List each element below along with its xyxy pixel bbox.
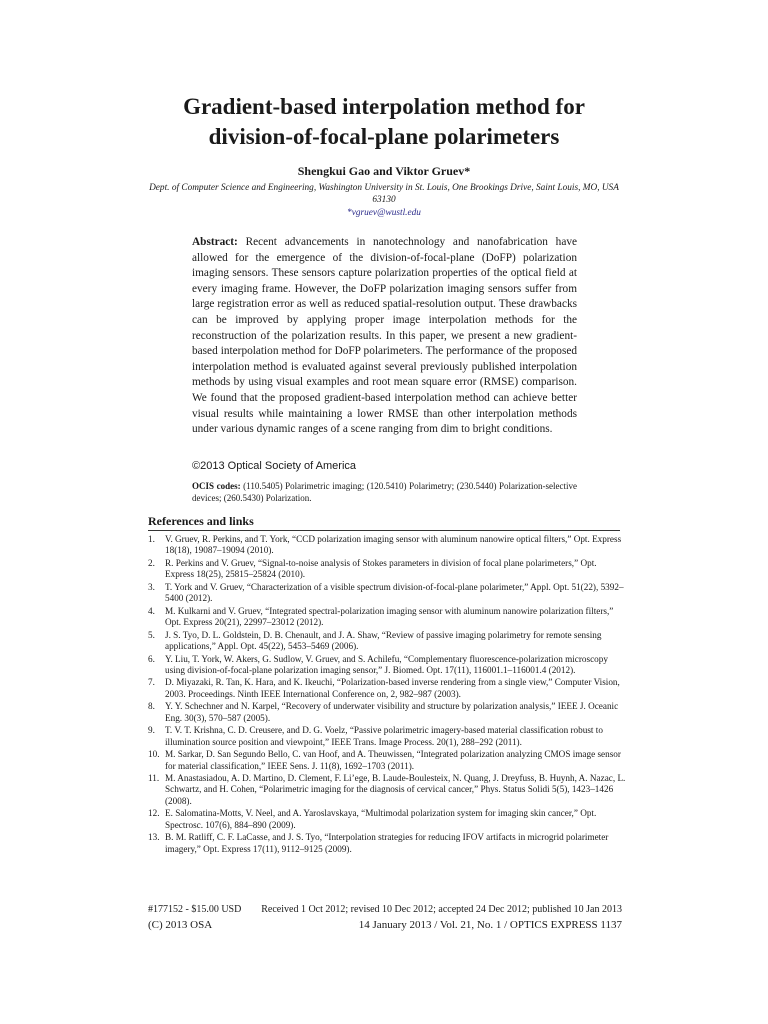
reference-number: 5.	[148, 629, 155, 640]
reference-item	[148, 749, 626, 772]
reference-text: Y. Liu, T. York, W. Akers, G. Sudlow, V. Gruev, and S. Achilefu, “Complementary fluorescence-polarization microscopy using division-of-focal-plane polarization imaging sensor,” J. Biomed. Opt. 17(11), 116001.1–116001.4 (2012).	[165, 653, 608, 675]
journal-citation: 14 January 2013 / Vol. 21, No. 1 / OPTICS EXPRESS 1137	[358, 919, 622, 931]
copyright: ©2013 Optical Society of America	[192, 460, 357, 472]
reference-number: 4.	[148, 605, 155, 616]
reference-number: 13.	[148, 832, 160, 843]
reference-item	[148, 832, 626, 855]
reference-text: T. York and V. Gruev, “Characterization of a visible spectrum division-of-focal-plane polarimeter,” Appl. Opt. 51(22), 5392–5400 (2012).	[165, 581, 624, 604]
reference-number: 6.	[148, 653, 155, 664]
reference-item	[148, 606, 626, 629]
title-line-1: Gradient-based interpolation method for	[183, 94, 585, 119]
ocis-label: OCIS codes:	[192, 481, 241, 491]
reference-number: 3.	[148, 581, 155, 592]
reference-item	[148, 582, 626, 605]
reference-item	[148, 534, 626, 557]
references-heading: References and links	[148, 514, 254, 528]
title-line-2: division-of-focal-plane polarimeters	[208, 124, 560, 149]
references-divider	[148, 530, 620, 531]
references-list	[148, 534, 626, 856]
reference-number: 11.	[148, 773, 160, 784]
reference-number: 2.	[148, 557, 155, 568]
reference-text: M. Anastasiadou, A. D. Martino, D. Clement, F. Li’ege, B. Laude-Boulesteix, N. Quang, J. Dreyfuss, B. Huynh, A. Nazac, L. Schwartz, and H. Cohen, “Polarimetric imaging for the diagnosis of cervical cancer,” Phys. Status Solidi 5(5), 1423–1426 (2008).	[165, 773, 626, 806]
reference-text: B. M. Ratliff, C. F. LaCasse, and J. S. Tyo, “Interpolation strategies for reducing IFOV artifacts in microgrid polarimeter imagery,” Opt. Express 17(11), 9112–9125 (2009).	[165, 832, 609, 854]
reference-text: D. Miyazaki, R. Tan, K. Hara, and K. Ikeuchi, “Polarization-based inverse rendering from a single view,” Computer Vision, 2003. Proceedings. Ninth IEEE International Conference on, 2, 982–987 (2003).	[165, 677, 620, 699]
reference-number: 1.	[148, 534, 155, 544]
footer-copyright: (C) 2013 OSA	[148, 919, 213, 931]
reference-number: 12.	[148, 808, 160, 819]
reference-item	[148, 725, 626, 748]
abstract-label: Abstract:	[192, 236, 238, 248]
article-id: #177152 - $15.00 USD	[148, 904, 242, 915]
reference-text: T. V. T. Krishna, C. D. Creusere, and D. G. Voelz, “Passive polarimetric imagery-based material classification robust to illumination source position and viewpoint,” IEEE Trans. Image Process. 20(1), 288–292 (2011).	[165, 725, 603, 747]
abstract-text: Recent advancements in nanotechnology and nanofabrication have allowed for the emergence of the division-of-focal-plane (DoFP) polarization imaging sensors. These sensors capture polarization properties of the optical field at every imaging frame. However, the DoFP polarization imaging sensors suffer from large registration error as well as reduced spatial-resolution output. These drawbacks can be improved by applying proper image interpolation methods for the reconstruction of the polarization results. In this paper, we present a new gradient-based interpolation method for DoFP polarimeters. The performance of the proposed interpolation method is evaluated against several previously published interpolation methods by using visual examples and root mean square error (RMSE) comparison. We found that the proposed gradient-based interpolation method can achieve better visual results while maintaining a lower RMSE than other interpolation methods under various dynamic ranges of a scene ranging from dim to bright conditions.	[192, 236, 577, 436]
reference-text: V. Gruev, R. Perkins, and T. York, “CCD polarization imaging sensor with aluminum nanowire optical filters,” Opt. Express 18(18), 19087–19094 (2010).	[165, 534, 622, 556]
reference-number: 10.	[148, 749, 160, 760]
reference-item	[148, 630, 626, 653]
abstract	[192, 235, 577, 438]
ocis-text: (110.5405) Polarimetric imaging; (120.5410) Polarimetry; (230.5440) Polarization-selective devices; (260.5430) Polarization.	[192, 481, 577, 503]
reference-text: J. S. Tyo, D. L. Goldstein, D. B. Chenault, and J. A. Shaw, “Review of passive imaging polarimetry for remote sensing applications,” Appl. Opt. 45(22), 5453–5469 (2006).	[165, 629, 602, 652]
reference-text: R. Perkins and V. Gruev, “Signal-to-noise analysis of Stokes parameters in division of focal plane polarimeters,” Opt. Express 18(25), 25815–25824 (2010).	[165, 557, 597, 580]
reference-item	[148, 558, 626, 581]
ocis-codes	[192, 480, 577, 504]
reference-text: M. Kulkarni and V. Gruev, “Integrated spectral-polarization imaging sensor with aluminum nanowire polarization filters,” Opt. Express 20(21), 22997–23012 (2012).	[165, 605, 614, 628]
reference-item	[148, 654, 626, 677]
reference-text: M. Sarkar, D. San Segundo Bello, C. van Hoof, and A. Theuwissen, “Integrated polarization analyzing CMOS image sensor for material classification,” IEEE Sens. J. 11(8), 1692–1703 (2011).	[165, 749, 621, 771]
reference-number: 9.	[148, 725, 155, 736]
reference-number: 8.	[148, 701, 155, 712]
authors: Shengkui Gao and Viktor Gruev*	[297, 164, 471, 178]
reference-text: Y. Y. Schechner and N. Karpel, “Recovery of underwater visibility and structure by polarization analysis,” IEEE J. Oceanic Eng. 30(3), 570–587 (2005).	[165, 701, 619, 723]
reference-item	[148, 677, 626, 700]
reference-item	[148, 773, 626, 807]
reference-number: 7.	[148, 677, 155, 688]
paper-title	[0, 92, 768, 152]
publication-dates: Received 1 Oct 2012; revised 10 Dec 2012; accepted 24 Dec 2012; published 10 Jan 2013	[261, 904, 622, 915]
affiliation: Dept. of Computer Science and Engineering, Washington University in St. Louis, One Brookings Drive, Saint Louis, MO, USA 63130	[149, 183, 619, 205]
reference-item	[148, 808, 626, 831]
author-email[interactable]: *vgruev@wustl.edu	[347, 208, 421, 218]
reference-text: E. Salomatina-Motts, V. Neel, and A. Yaroslavskaya, “Multimodal polarization system for imaging skin cancer,” Opt. Spectrosc. 107(6), 884–890 (2009).	[165, 808, 597, 830]
reference-item	[148, 701, 626, 724]
